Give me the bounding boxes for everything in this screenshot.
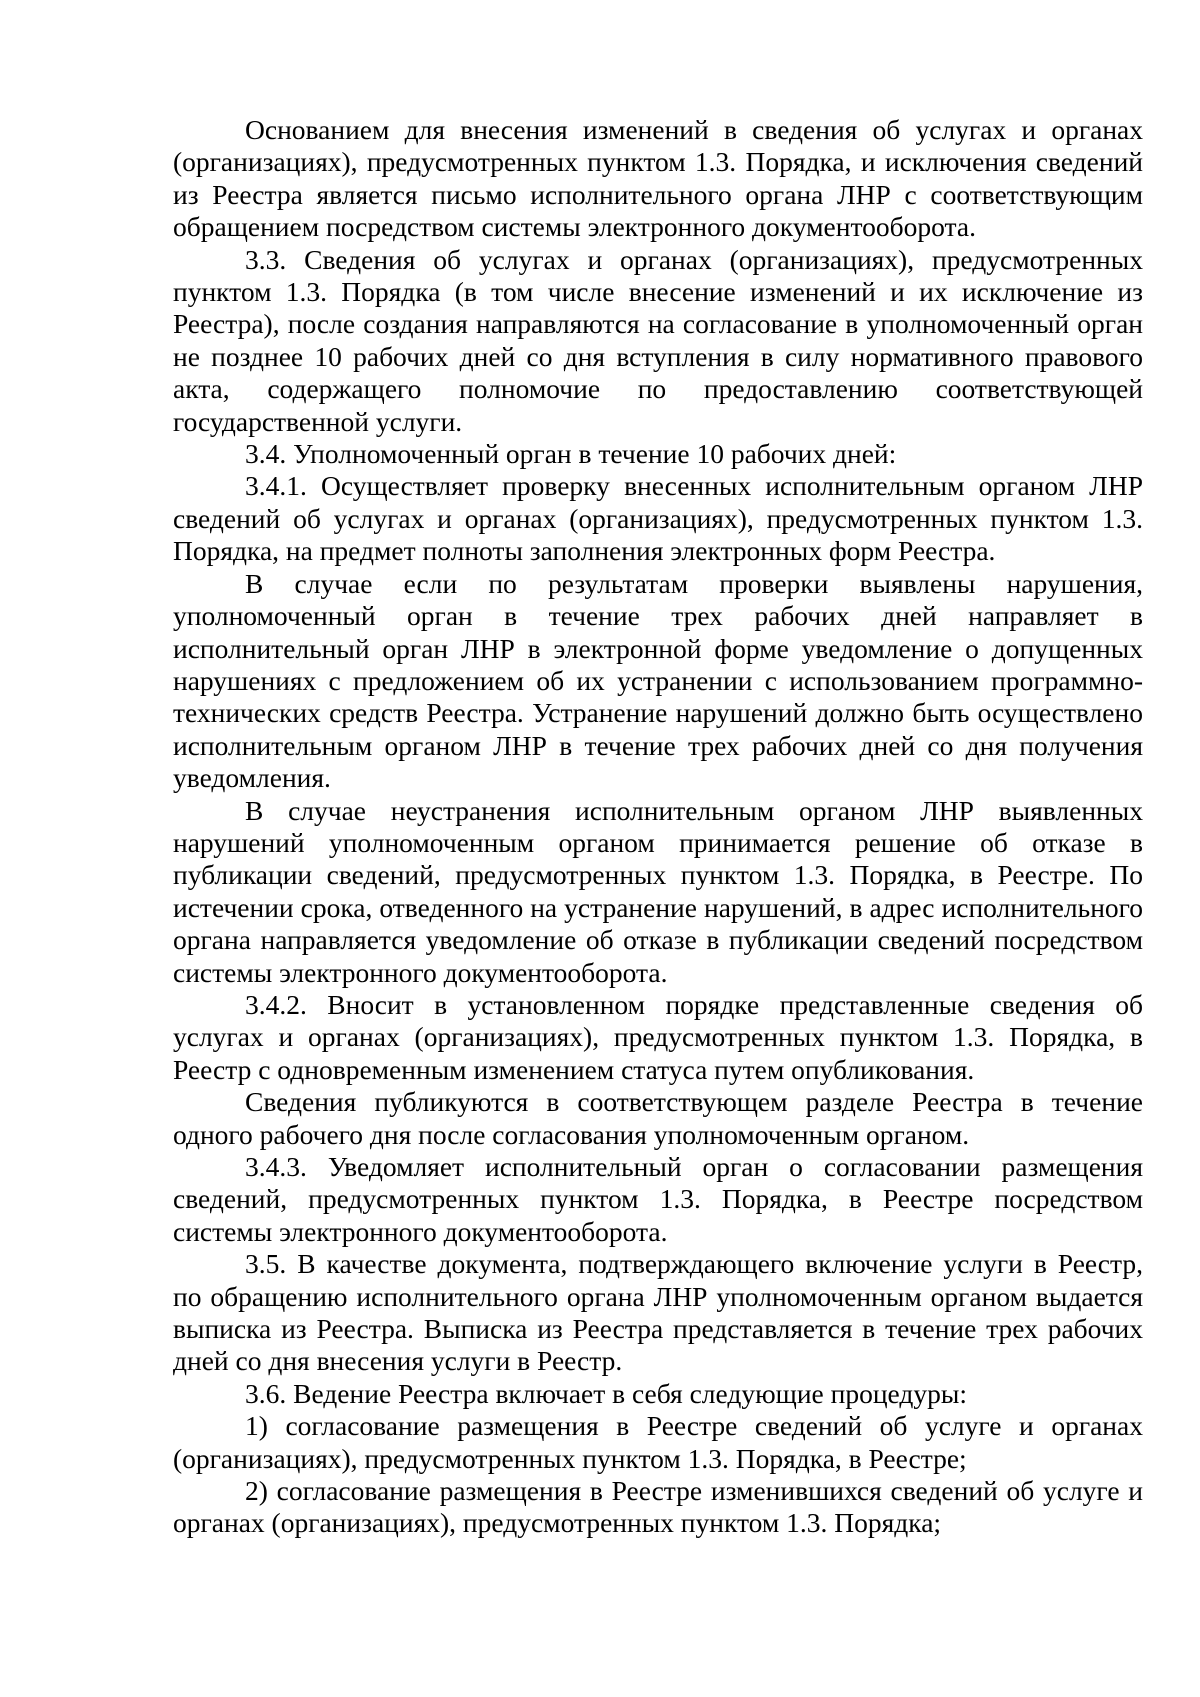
paragraph-publication: Сведения публикуются в соответствующем разделе Реестра в течение одного рабочего дня после согласования уполномоченным органом. (173, 1086, 1143, 1150)
paragraph-3-4-2: 3.4.2. Вносит в установленном порядке представленные сведения об услугах и органах (организациях), предусмотренных пунктом 1.3. Порядка, в Реестр с одновременным изменением статуса путем опубликования. (173, 988, 1143, 1085)
paragraph-3-4-3: 3.4.3. Уведомляет исполнительный орган о согласовании размещения сведений, предусмотренных пунктом 1.3. Порядка, в Реестре посредством системы электронного документооборота. (173, 1151, 1143, 1247)
paragraph-violations-not-fixed: В случае неустранения исполнительным органом ЛНР выявленных нарушений уполномоченным органом принимается решение об отказе в публикации сведений, предусмотренных пунктом 1.3. Порядка, в Реестре. По истечении срока, отведенного на устранение нарушений, в адрес исполнительного органа направляется уведомление об отказе в публикации сведений посредством системы электронного документооборота. (173, 794, 1143, 988)
paragraph-basis-for-changes: Основанием для внесения изменений в сведения об услугах и органах (организациях), предусмотренных пунктом 1.3. Порядка, и исключения сведений из Реестра является письмо исполнительного органа ЛНР с соответствующим обращением посредством системы электронного документооборота. (173, 114, 1143, 243)
paragraph-3-3: 3.3. Сведения об услугах и органах (организациях), предусмотренных пунктом 1.3. Порядка (в том числе внесение изменений и их исключение из Реестра), после создания направляются на согласование в уполномоченный орган не позднее 10 рабочих дней со дня вступления в силу нормативного правового акта, содержащего полномочие по предоставлению соответствующей государственной услуги. (173, 243, 1143, 437)
paragraph-violations-found: В случае если по результатам проверки выявлены нарушения, уполномоченный орган в течение трех рабочих дней направляет в исполнительный орган ЛНР в электронной форме уведомление о допущенных нарушениях с предложением об их устранении с использованием программно-технических средств Реестра. Устранение нарушений должно быть осуществлено исполнительным органом ЛНР в течение трех рабочих дней со дня получения уведомления. (173, 567, 1143, 794)
list-item-1: 1) согласование размещения в Реестре сведений об услуге и органах (организациях), предусмотренных пунктом 1.3. Порядка, в Реестре; (173, 1410, 1143, 1474)
paragraph-3-6: 3.6. Ведение Реестра включает в себя следующие процедуры: (245, 1377, 967, 1409)
paragraph-3-5: 3.5. В качестве документа, подтверждающего включение услуги в Реестр, по обращению исполнительного органа ЛНР уполномоченным органом выдается выписка из Реестра. Выписка из Реестра представляется в течение трех рабочих дней со дня внесения услуги в Реестр. (173, 1248, 1143, 1377)
list-item-2: 2) согласование размещения в Реестре изменившихся сведений об услуге и органах (организациях), предусмотренных пунктом 1.3. Порядка; (173, 1475, 1143, 1539)
paragraph-3-4-1: 3.4.1. Осуществляет проверку внесенных исполнительным органом ЛНР сведений об услугах и органах (организациях), предусмотренных пунктом 1.3. Порядка, на предмет полноты заполнения электронных форм Реестра. (173, 470, 1143, 567)
paragraph-3-4: 3.4. Уполномоченный орган в течение 10 рабочих дней: (245, 438, 897, 470)
document-body (173, 114, 1143, 1540)
